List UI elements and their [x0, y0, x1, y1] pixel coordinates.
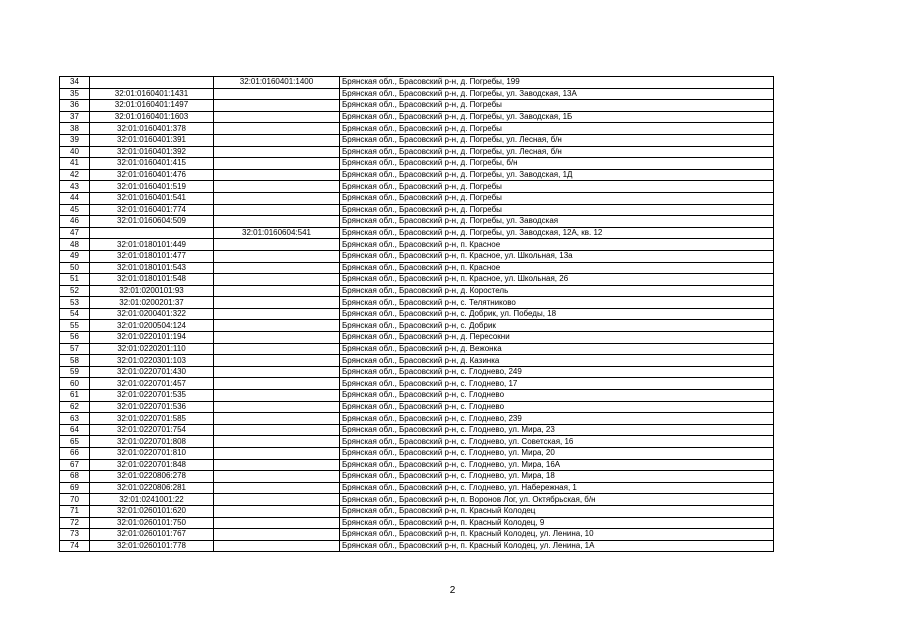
table-row — [60, 378, 774, 390]
table-row — [60, 494, 774, 506]
table-row — [60, 366, 774, 378]
table-row — [60, 181, 774, 193]
cadastral-number-secondary-cell — [214, 181, 340, 193]
cadastral-number-cell: 32:01:0220701:808 — [90, 436, 214, 448]
table-row — [60, 158, 774, 170]
address-cell: Брянская обл., Брасовский р-н, д. Погребы, б/н — [340, 158, 774, 170]
address-cell: Брянская обл., Брасовский р-н, с. Глоднево, ул. Советская, 16 — [340, 436, 774, 448]
table-row — [60, 332, 774, 344]
table-row — [60, 308, 774, 320]
cadastral-number-cell: 32:01:0180101:543 — [90, 262, 214, 274]
cadastral-number-secondary-cell — [214, 436, 340, 448]
table-row — [60, 204, 774, 216]
cadastral-number-cell: 32:01:0160401:476 — [90, 169, 214, 181]
cadastral-number-cell: 32:01:0160401:1603 — [90, 111, 214, 123]
cadastral-number-cell: 32:01:0260101:778 — [90, 540, 214, 552]
address-cell: Брянская обл., Брасовский р-н, п. Красный Колодец, 9 — [340, 517, 774, 529]
table-row — [60, 320, 774, 332]
row-number-cell: 54 — [60, 308, 90, 320]
cadastral-number-cell: 32:01:0220701:536 — [90, 401, 214, 413]
cadastral-number-secondary-cell — [214, 88, 340, 100]
cadastral-number-cell: 32:01:0220806:281 — [90, 482, 214, 494]
cadastral-number-cell: 32:01:0160604:509 — [90, 216, 214, 228]
row-number-cell: 34 — [60, 77, 90, 89]
cadastral-number-secondary-cell — [214, 529, 340, 541]
cadastral-number-cell: 32:01:0160401:1497 — [90, 100, 214, 112]
address-cell: Брянская обл., Брасовский р-н, д. Погребы — [340, 100, 774, 112]
cadastral-number-secondary-cell — [214, 308, 340, 320]
cadastral-number-secondary-cell — [214, 459, 340, 471]
cadastral-number-cell: 32:01:0160401:378 — [90, 123, 214, 135]
cadastral-number-secondary-cell — [214, 204, 340, 216]
address-cell: Брянская обл., Брасовский р-н, п. Воронов Лог, ул. Октябрьская, б/н — [340, 494, 774, 506]
cadastral-number-cell: 32:01:0220806:278 — [90, 471, 214, 483]
page-number: 2 — [449, 585, 456, 596]
cadastral-number-cell: 32:01:0220701:810 — [90, 448, 214, 460]
row-number-cell: 43 — [60, 181, 90, 193]
table-row — [60, 100, 774, 112]
cadastral-number-cell: 32:01:0160401:541 — [90, 192, 214, 204]
address-cell: Брянская обл., Брасовский р-н, п. Красный Колодец — [340, 505, 774, 517]
cadastral-number-cell: 32:01:0160401:392 — [90, 146, 214, 158]
cadastral-number-secondary-cell — [214, 239, 340, 251]
row-number-cell: 47 — [60, 227, 90, 239]
row-number-cell: 40 — [60, 146, 90, 158]
cadastral-number-cell: 32:01:0260101:767 — [90, 529, 214, 541]
address-cell: Брянская обл., Брасовский р-н, д. Погребы, ул. Заводская, 1Б — [340, 111, 774, 123]
table-row — [60, 134, 774, 146]
row-number-cell: 62 — [60, 401, 90, 413]
address-cell: Брянская обл., Брасовский р-н, д. Погребы — [340, 192, 774, 204]
address-cell: Брянская обл., Брасовский р-н, д. Погребы, ул. Заводская, 1Д — [340, 169, 774, 181]
cadastral-number-secondary-cell — [214, 216, 340, 228]
row-number-cell: 49 — [60, 250, 90, 262]
cadastral-number-cell: 32:01:0200504:124 — [90, 320, 214, 332]
cadastral-number-cell: 32:01:0260101:620 — [90, 505, 214, 517]
table-row — [60, 540, 774, 552]
address-cell: Брянская обл., Брасовский р-н, д. Погребы, ул. Лесная, б/н — [340, 134, 774, 146]
table-row — [60, 448, 774, 460]
address-cell: Брянская обл., Брасовский р-н, п. Красный Колодец, ул. Ленина, 1А — [340, 540, 774, 552]
cadastral-number-secondary-cell — [214, 494, 340, 506]
table-row — [60, 192, 774, 204]
address-cell: Брянская обл., Брасовский р-н, д. Погребы, ул. Заводская, 12А, кв. 12 — [340, 227, 774, 239]
cadastral-number-secondary-cell — [214, 471, 340, 483]
table-row — [60, 239, 774, 251]
cadastral-number-secondary-cell — [214, 448, 340, 460]
address-cell: Брянская обл., Брасовский р-н, с. Глодневo — [340, 390, 774, 402]
address-cell: Брянская обл., Брасовский р-н, с. Глоднево, ул. Мира, 16А — [340, 459, 774, 471]
address-cell: Брянская обл., Брасовский р-н, д. Погребы, ул. Заводская, 13А — [340, 88, 774, 100]
row-number-cell: 70 — [60, 494, 90, 506]
cadastral-number-secondary-cell — [214, 146, 340, 158]
address-cell: Брянская обл., Брасовский р-н, с. Глоднево, 249 — [340, 366, 774, 378]
address-cell: Брянская обл., Брасовский р-н, с. Глоднево, ул. Набережная, 1 — [340, 482, 774, 494]
cadastral-number-cell: 32:01:0180101:548 — [90, 274, 214, 286]
cadastral-number-cell: 32:01:0180101:449 — [90, 239, 214, 251]
cadastral-number-secondary-cell — [214, 540, 340, 552]
address-cell: Брянская обл., Брасовский р-н, с. Глоднево, 239 — [340, 413, 774, 425]
table-row — [60, 471, 774, 483]
cadastral-number-secondary-cell — [214, 366, 340, 378]
cadastral-number-secondary-cell — [214, 123, 340, 135]
cadastral-number-secondary-cell — [214, 100, 340, 112]
row-number-cell: 55 — [60, 320, 90, 332]
cadastral-number-secondary-cell — [214, 192, 340, 204]
table-row — [60, 77, 774, 89]
cadastral-number-cell: 32:01:0220701:848 — [90, 459, 214, 471]
cadastral-number-cell: 32:01:0220701:585 — [90, 413, 214, 425]
cadastral-number-cell: 32:01:0220701:754 — [90, 424, 214, 436]
row-number-cell: 68 — [60, 471, 90, 483]
table-row — [60, 436, 774, 448]
row-number-cell: 42 — [60, 169, 90, 181]
row-number-cell: 71 — [60, 505, 90, 517]
table-row — [60, 390, 774, 402]
cadastral-number-cell: 32:01:0220201:110 — [90, 343, 214, 355]
cadastral-number-secondary-cell: 32:01:0160604:541 — [214, 227, 340, 239]
row-number-cell: 39 — [60, 134, 90, 146]
cadastral-number-secondary-cell — [214, 505, 340, 517]
address-cell: Брянская обл., Брасовский р-н, п. Красное, ул. Школьная, 26 — [340, 274, 774, 286]
cadastral-number-secondary-cell — [214, 285, 340, 297]
address-cell: Брянская обл., Брасовский р-н, д. Вежонка — [340, 343, 774, 355]
table-row — [60, 401, 774, 413]
table-row — [60, 285, 774, 297]
table-row — [60, 482, 774, 494]
cadastral-number-secondary-cell — [214, 378, 340, 390]
row-number-cell: 64 — [60, 424, 90, 436]
cadastral-number-secondary-cell — [214, 262, 340, 274]
cadastral-number-cell: 32:01:0220701:430 — [90, 366, 214, 378]
table-row — [60, 297, 774, 309]
row-number-cell: 53 — [60, 297, 90, 309]
row-number-cell: 36 — [60, 100, 90, 112]
cadastral-number-cell: 32:01:0160401:415 — [90, 158, 214, 170]
cadastral-number-cell: 32:01:0200201:37 — [90, 297, 214, 309]
row-number-cell: 41 — [60, 158, 90, 170]
address-cell: Брянская обл., Брасовский р-н, с. Глоднево — [340, 401, 774, 413]
address-cell: Брянская обл., Брасовский р-н, д. Погребы — [340, 123, 774, 135]
table-row — [60, 169, 774, 181]
address-cell: Брянская обл., Брасовский р-н, д. Пересокни — [340, 332, 774, 344]
table-row — [60, 88, 774, 100]
row-number-cell: 59 — [60, 366, 90, 378]
cadastral-number-secondary-cell — [214, 169, 340, 181]
row-number-cell: 58 — [60, 355, 90, 367]
address-cell: Брянская обл., Брасовский р-н, с. Добрик, ул. Победы, 18 — [340, 308, 774, 320]
cadastral-number-secondary-cell — [214, 424, 340, 436]
cadastral-number-cell: 32:01:0220701:535 — [90, 390, 214, 402]
address-cell: Брянская обл., Брасовский р-н, п. Красное — [340, 239, 774, 251]
row-number-cell: 73 — [60, 529, 90, 541]
row-number-cell: 65 — [60, 436, 90, 448]
address-cell: Брянская обл., Брасовский р-н, д. Коростель — [340, 285, 774, 297]
address-cell: Брянская обл., Брасовский р-н, с. Глоднево, ул. Мира, 23 — [340, 424, 774, 436]
address-cell: Брянская обл., Брасовский р-н, с. Глоднево, ул. Мира, 18 — [340, 471, 774, 483]
cadastral-number-secondary-cell — [214, 158, 340, 170]
table-row — [60, 227, 774, 239]
cadastral-number-secondary-cell — [214, 250, 340, 262]
cadastral-number-cell: 32:01:0220101:194 — [90, 332, 214, 344]
table-row — [60, 424, 774, 436]
cadastral-number-cell: 32:01:0160401:774 — [90, 204, 214, 216]
table-row — [60, 517, 774, 529]
cadastral-number-secondary-cell — [214, 320, 340, 332]
cadastral-number-cell: 32:01:0200101:93 — [90, 285, 214, 297]
address-cell: Брянская обл., Брасовский р-н, с. Добрик — [340, 320, 774, 332]
table-row — [60, 123, 774, 135]
table-row — [60, 343, 774, 355]
cadastral-number-cell: 32:01:0220301:103 — [90, 355, 214, 367]
table-row — [60, 355, 774, 367]
address-cell: Брянская обл., Брасовский р-н, д. Казинка — [340, 355, 774, 367]
cadastral-number-secondary-cell — [214, 355, 340, 367]
cadastral-number-cell: 32:01:0260101:750 — [90, 517, 214, 529]
row-number-cell: 37 — [60, 111, 90, 123]
address-cell: Брянская обл., Брасовский р-н, д. Погребы — [340, 204, 774, 216]
table-row — [60, 111, 774, 123]
cadastral-number-secondary-cell — [214, 274, 340, 286]
table-row — [60, 459, 774, 471]
table-row — [60, 274, 774, 286]
cadastral-number-cell: 32:01:0200401:322 — [90, 308, 214, 320]
address-cell: Брянская обл., Брасовский р-н, с. Глоднево, 17 — [340, 378, 774, 390]
cadastral-number-cell: 32:01:0180101:477 — [90, 250, 214, 262]
row-number-cell: 35 — [60, 88, 90, 100]
cadastral-number-secondary-cell — [214, 343, 340, 355]
address-cell: Брянская обл., Брасовский р-н, п. Красное, ул. Школьная, 13а — [340, 250, 774, 262]
cadastral-number-secondary-cell — [214, 332, 340, 344]
row-number-cell: 48 — [60, 239, 90, 251]
table-row — [60, 413, 774, 425]
address-cell: Брянская обл., Брасовский р-н, д. Погребы, 199 — [340, 77, 774, 89]
row-number-cell: 45 — [60, 204, 90, 216]
cadastral-number-secondary-cell — [214, 111, 340, 123]
cadastral-number-cell: 32:01:0241001:22 — [90, 494, 214, 506]
table-body — [60, 77, 774, 552]
row-number-cell: 61 — [60, 390, 90, 402]
row-number-cell: 51 — [60, 274, 90, 286]
cadastral-number-cell: 32:01:0160401:391 — [90, 134, 214, 146]
row-number-cell: 60 — [60, 378, 90, 390]
address-cell: Брянская обл., Брасовский р-н, п. Красный Колодец, ул. Ленина, 10 — [340, 529, 774, 541]
cadastral-number-secondary-cell — [214, 297, 340, 309]
cadastral-number-secondary-cell: 32:01:0160401:1400 — [214, 77, 340, 89]
row-number-cell: 56 — [60, 332, 90, 344]
row-number-cell: 52 — [60, 285, 90, 297]
row-number-cell: 50 — [60, 262, 90, 274]
address-cell: Брянская обл., Брасовский р-н, д. Погребы, ул. Лесная, б/н — [340, 146, 774, 158]
cadastral-number-secondary-cell — [214, 390, 340, 402]
cadastral-number-cell: 32:01:0220701:457 — [90, 378, 214, 390]
cadastral-number-secondary-cell — [214, 134, 340, 146]
table-row — [60, 250, 774, 262]
row-number-cell: 44 — [60, 192, 90, 204]
row-number-cell: 66 — [60, 448, 90, 460]
row-number-cell: 57 — [60, 343, 90, 355]
registry-table — [59, 76, 774, 552]
row-number-cell: 67 — [60, 459, 90, 471]
table-row — [60, 529, 774, 541]
table-row — [60, 262, 774, 274]
cadastral-number-secondary-cell — [214, 401, 340, 413]
address-cell: Брянская обл., Брасовский р-н, д. Погребы — [340, 181, 774, 193]
address-cell: Брянская обл., Брасовский р-н, п. Красное — [340, 262, 774, 274]
row-number-cell: 63 — [60, 413, 90, 425]
row-number-cell: 72 — [60, 517, 90, 529]
address-cell: Брянская обл., Брасовский р-н, с. Телятниково — [340, 297, 774, 309]
cadastral-number-cell: 32:01:0160401:519 — [90, 181, 214, 193]
address-cell: Брянская обл., Брасовский р-н, с. Глоднево, ул. Мира, 20 — [340, 448, 774, 460]
row-number-cell: 38 — [60, 123, 90, 135]
row-number-cell: 74 — [60, 540, 90, 552]
table-row — [60, 146, 774, 158]
cadastral-number-secondary-cell — [214, 517, 340, 529]
table-row — [60, 216, 774, 228]
row-number-cell: 69 — [60, 482, 90, 494]
table-row — [60, 505, 774, 517]
cadastral-number-cell: 32:01:0160401:1431 — [90, 88, 214, 100]
address-cell: Брянская обл., Брасовский р-н, д. Погребы, ул. Заводская — [340, 216, 774, 228]
cadastral-number-secondary-cell — [214, 482, 340, 494]
cadastral-number-secondary-cell — [214, 413, 340, 425]
cadastral-number-cell — [90, 227, 214, 239]
row-number-cell: 46 — [60, 216, 90, 228]
cadastral-number-cell — [90, 77, 214, 89]
